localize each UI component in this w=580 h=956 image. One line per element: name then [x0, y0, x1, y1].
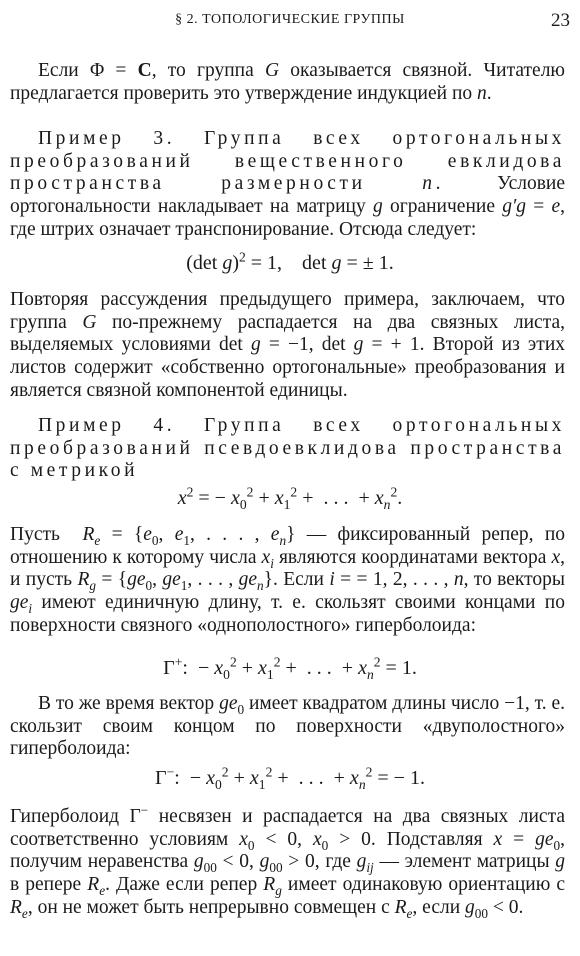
formula-gamma-plus: Γ+: − $x_0^2 + x_1^2$ + . . . + $x_n^2 = 1$.: [163, 654, 417, 682]
paragraph-hyperboloid: [10, 802, 566, 921]
paragraph-hyperboloid-text: Гиперболоид Γ− несвязен и распадается на два связных листа соответственно условиям $x_0 < 0$, $x_0 > 0$. Подставляя $x = ge_0$, получим неравенства $g_{00} < 0$, $g_{00} > 0$, где $g_{ij}$ — элемент матрицы g в репере $R_e$. Даже если репер $R_g$ имеет одинаковую ориентацию с $R_e$, он не может быть непрерывно совмещен с $R_e$, если $g_{00} < 0$.: [10, 802, 566, 921]
paragraph-ge0-text: В то же время вектор $ge_0$ имеет квадратом длины число −1, т. е. скользит своим концом по поверхности «двуполостного» гиперболоида:: [10, 693, 565, 760]
running-head: § 2. ТОПОЛОГИЧЕСКИЕ ГРУППЫ: [175, 12, 405, 27]
paragraph-intro: [10, 60, 565, 105]
paragraph-intro-text: Если Φ = C, то группа G оказывается связной. Читателю предлагается проверить это утверждение индукцией по n.: [10, 60, 565, 104]
formula-gamma-minus: Γ−: − $x_0^2 + x_1^2$ + . . . + $x_n^2$ = − 1.: [155, 764, 425, 792]
example-3-title: Пример 3. Группа всех ортогональных преобразований вещественного евклидова пространства размерности n.: [10, 128, 565, 195]
example-4-title: Пример 4. Группа всех ортогональных преобразований псевдоевклидова пространства с метрикой: [10, 415, 565, 482]
paragraph-orthogonal-text: Повторяя рассуждения предыдущего примера, заключаем, что группа G по-прежнему распадается на два связных листа, выделяемых условиями det g = −1, det g = + 1. Второй из этих листов содержит «собственно ортогональные» преобразования и является связной компонентой единицы.: [10, 289, 566, 401]
paragraph-frame-text: Пусть $R_e = \{e_0$, $e_1$, . . . , $e_n$} — фиксированный репер, по отношению к которому числа $x_i$ являются координатами вектора x, и пусть $R_g = \{ge_0$, $ge_1$, . . . , $ge_n$}. Если i = = 1, 2, . . . , n, то векторы $ge_i$ имеют единичную длину, т. е. скользят своими концами по поверхности связного «однополостного» гиперболоида:: [10, 524, 566, 636]
formula-metric: $x^2$ = − $x_0^2 + x_1^2$ + . . . + $x_n^2$.: [177, 484, 403, 512]
paragraph-ge0: [10, 693, 565, 761]
page-number: 23: [551, 10, 570, 31]
example-4: [10, 415, 565, 483]
paragraph-frame: [10, 524, 565, 638]
page-header: [0, 10, 580, 36]
paragraph-orthogonal: [10, 289, 565, 403]
example-3: [10, 128, 565, 242]
example-3-body: Условие ортогональности накладывает на матрицу g ограничение g′g = e, где штрих означает транспонирование. Отсюда следует:: [10, 173, 566, 240]
formula-det: (det g)$^2$ = 1, det g = ± 1.: [186, 249, 394, 274]
